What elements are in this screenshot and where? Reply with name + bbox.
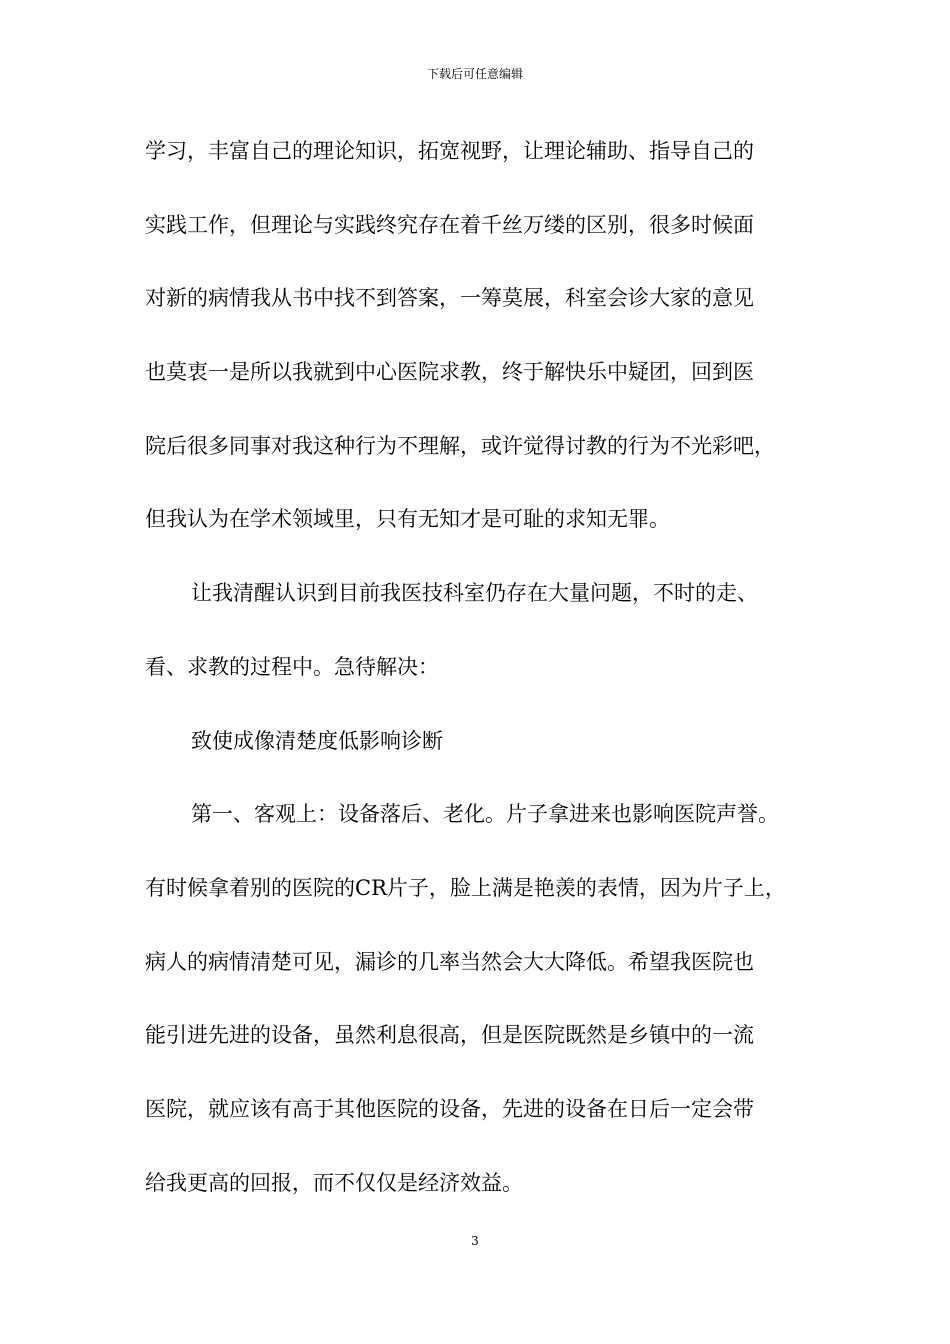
text-line: 学习，丰富自己的理论知识，拓宽视野，让理论辅助、指导自己的 [145,139,754,163]
text-line: 实践工作，但理论与实践终究存在着千丝万缕的区别，很多时候面 [145,212,754,237]
body-text [145,129,810,1234]
text-line: 给我更高的回报，而不仅仅是经济效益。 [145,1170,523,1195]
text-line: 病人的病情清楚可见，漏诊的几率当然会大大降低。希望我医院也 [145,949,754,974]
text-line: 让我清醒认识到目前我医技科室仍存在大量问题，不时的走、 [191,581,758,606]
text-line: 医院，就应该有高于其他医院的设备，先进的设备在日后一定会带 [145,1096,754,1121]
page-number: 3 [471,1234,479,1248]
text-line: 看、求教的过程中。急待解决： [145,654,439,679]
text-line: 也莫衷一是所以我就到中心医院求教，终于解快乐中疑团，回到医 [145,360,754,385]
page-header: 下载后可任意编辑 [426,67,523,81]
text-line: 对新的病情我从书中找不到答案，一筹莫展，科室会诊大家的意见 [145,286,754,311]
text-line: 能引进先进的设备，虽然利息很高，但是医院既然是乡镇中的一流 [145,1023,754,1048]
text-line: 有时候拿着别的医院的CR片子，脸上满是艳羡的表情，因为片子上， [145,875,786,900]
text-line: 致使成像清楚度低影响诊断 [191,728,443,753]
text-line: 第一、客观上：设备落后、老化。片子拿进来也影响医院声誉。 [191,802,779,827]
text-line: 院后很多同事对我这种行为不理解，或许觉得讨教的行为不光彩吧， [145,433,775,458]
text-line: 但我认为在学术领域里，只有无知才是可耻的求知无罪。 [145,507,670,532]
